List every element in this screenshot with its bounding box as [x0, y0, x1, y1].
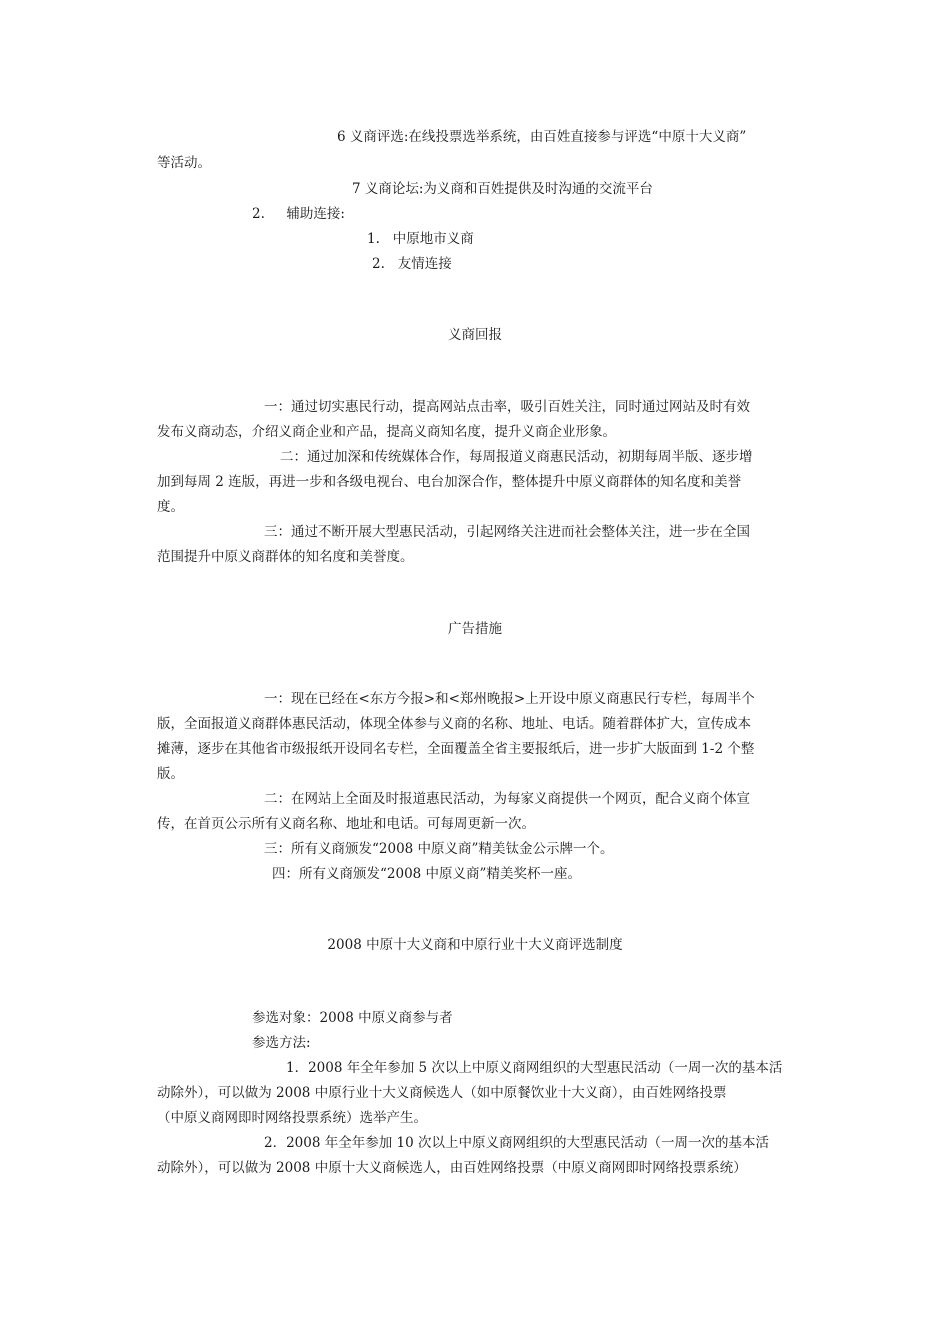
ads-p2-line-1: 二：在网站上全面及时报道惠民活动，为每家义商提供一个网页，配合义商个体宣 — [264, 791, 750, 807]
aux-links-title: 2. 辅助连接: — [252, 206, 345, 222]
method-1-line-2: 动除外），可以做为 2008 中原行业十大义商候选人（如中原餐饮业十大义商），由百姓网络投票 — [157, 1085, 727, 1101]
return-p2-line-3: 度。 — [157, 499, 184, 515]
item-6-line-1: 6 义商评选:在线投票选举系统，由百姓直接参与评选“中原十大义商” — [337, 129, 747, 145]
ads-p3: 三：所有义商颁发“2008 中原义商”精美钛金公示牌一个。 — [264, 841, 614, 857]
return-p2-line-1: 二：通过加深和传统媒体合作，每周报道义商惠民活动，初期每周半版、逐步增 — [280, 449, 753, 465]
item-7: 7 义商论坛:为义商和百姓提供及时沟通的交流平台 — [352, 181, 653, 197]
ads-p1-line-4: 版。 — [157, 766, 184, 782]
aux-link-item-1: 1. 中原地市义商 — [367, 231, 474, 247]
selection-target: 参选对象：2008 中原义商参与者 — [252, 1010, 453, 1026]
selection-method-label: 参选方法: — [252, 1035, 311, 1051]
method-2-line-1: 2．2008 年全年参加 10 次以上中原义商网组织的大型惠民活动（一周一次的基本活 — [264, 1135, 769, 1151]
return-p2-line-2: 加到每周 2 连版，再进一步和各级电视台、电台加深合作，整体提升中原义商群体的知名度和美誉 — [157, 474, 742, 490]
section-title-selection: 2008 中原十大义商和中原行业十大义商评选制度 — [327, 937, 623, 953]
method-1-line-1: 1．2008 年全年参加 5 次以上中原义商网组织的大型惠民活动（一周一次的基本活 — [286, 1060, 783, 1076]
ads-p1-line-2: 版，全面报道义商群体惠民活动，体现全体参与义商的名称、地址、电话。随着群体扩大，宣传成本 — [157, 716, 751, 732]
ads-p1-line-1: 一：现在已经在<东方今报>和<郑州晚报>上开设中原义商惠民行专栏，每周半个 — [264, 691, 755, 707]
ads-p4: 四：所有义商颁发“2008 中原义商”精美奖杯一座。 — [272, 866, 581, 882]
return-p3-line-2: 范围提升中原义商群体的知名度和美誉度。 — [157, 549, 414, 565]
return-p1-line-2: 发布义商动态，介绍义商企业和产品，提高义商知名度，提升义商企业形象。 — [157, 424, 616, 440]
ads-p2-line-2: 传，在首页公示所有义商名称、地址和电话。可每周更新一次。 — [157, 816, 535, 832]
return-p3-line-1: 三：通过不断开展大型惠民活动，引起网络关注进而社会整体关注，进一步在全国 — [264, 524, 750, 540]
ads-p1-line-3: 摊薄，逐步在其他省市级报纸开设同名专栏，全面覆盖全省主要报纸后，进一步扩大版面到 1-2 个整 — [157, 741, 755, 757]
method-1-line-3: （中原义商网即时网络投票系统）选举产生。 — [157, 1110, 427, 1126]
item-6-line-2: 等活动。 — [157, 155, 211, 171]
method-2-line-2: 动除外），可以做为 2008 中原十大义商候选人，由百姓网络投票（中原义商网即时网络投票系统） — [157, 1160, 747, 1176]
section-title-ads: 广告措施 — [448, 621, 502, 637]
return-p1-line-1: 一：通过切实惠民行动，提高网站点击率，吸引百姓关注，同时通过网站及时有效 — [264, 399, 750, 415]
section-title-return: 义商回报 — [448, 327, 502, 343]
aux-link-item-2: 2. 友情连接 — [372, 256, 452, 272]
